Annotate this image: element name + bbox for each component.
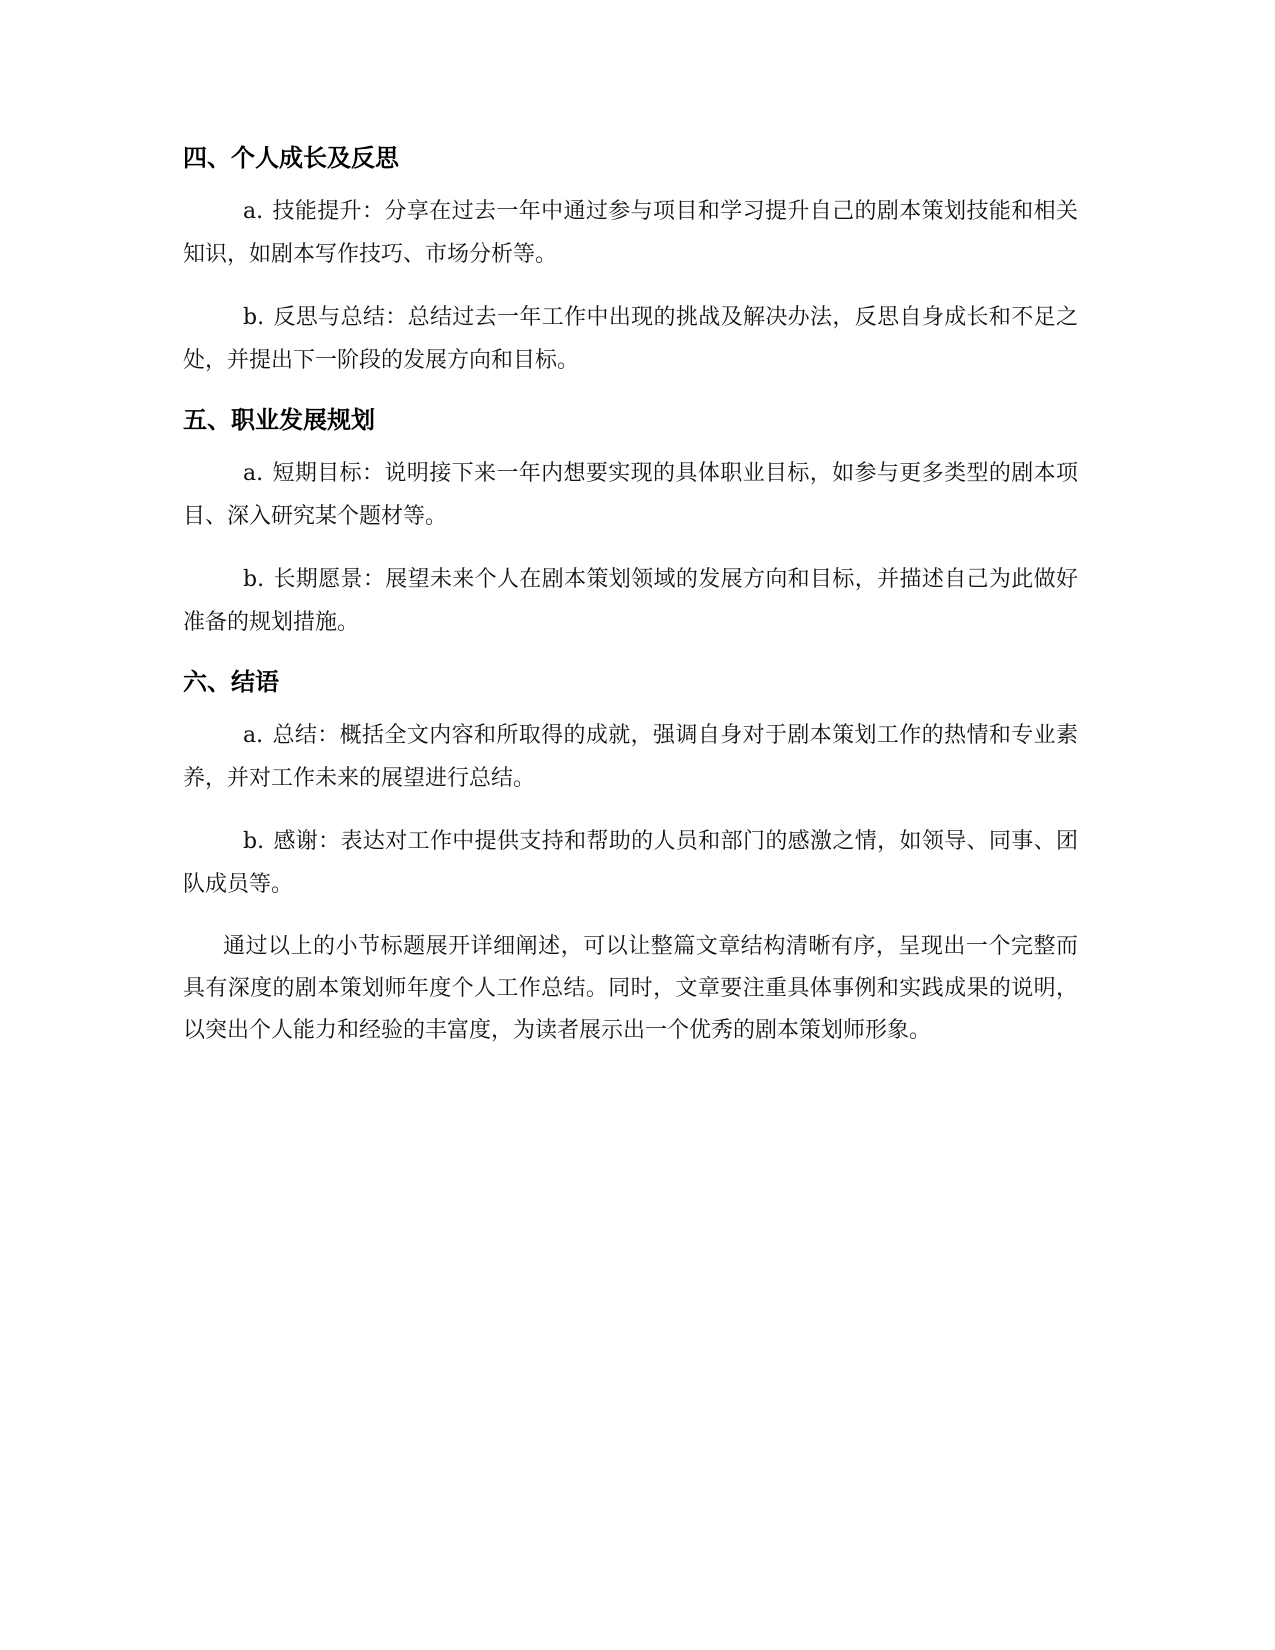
document-body [183, 140, 1078, 1052]
item-marker: a. [243, 461, 264, 486]
list-item [183, 714, 1078, 800]
item-text: 感谢：表达对工作中提供支持和帮助的人员和部门的感激之情，如领导、同事、团队成员等。 [183, 829, 1078, 897]
item-marker: b. [243, 305, 265, 330]
list-item [183, 558, 1078, 644]
section-personal-growth [183, 140, 1078, 382]
item-marker: b. [243, 829, 265, 854]
item-marker: a. [243, 723, 264, 748]
section-career-plan [183, 402, 1078, 644]
section-heading: 四、个人成长及反思 [183, 144, 399, 172]
item-text: 反思与总结：总结过去一年工作中出现的挑战及解决办法，反思自身成长和不足之处，并提出下一阶段的发展方向和目标。 [183, 305, 1078, 373]
list-item [183, 190, 1078, 276]
section-heading: 六、结语 [183, 668, 279, 696]
item-text: 长期愿景：展望未来个人在剧本策划领域的发展方向和目标，并描述自己为此做好准备的规划措施。 [183, 567, 1078, 635]
item-marker: a. [243, 199, 264, 224]
item-text: 短期目标：说明接下来一年内想要实现的具体职业目标，如参与更多类型的剧本项目、深入研究某个题材等。 [183, 461, 1078, 529]
item-text: 总结：概括全文内容和所取得的成就，强调自身对于剧本策划工作的热情和专业素养，并对工作未来的展望进行总结。 [183, 723, 1078, 791]
section-heading: 五、职业发展规划 [183, 406, 375, 434]
item-marker: b. [243, 567, 265, 592]
item-text: 技能提升：分享在过去一年中通过参与项目和学习提升自己的剧本策划技能和相关知识，如剧本写作技巧、市场分析等。 [183, 199, 1078, 267]
list-item [183, 296, 1078, 382]
list-item [183, 820, 1078, 906]
list-item [183, 452, 1078, 538]
section-closing [183, 664, 1078, 906]
conclusion-paragraph: 通过以上的小节标题展开详细阐述，可以让整篇文章结构清晰有序，呈现出一个完整而具有深度的剧本策划师年度个人工作总结。同时，文章要注重具体事例和实践成果的说明，以突出个人能力和经验的丰富度，为读者展示出一个优秀的剧本策划师形象。 [183, 934, 1078, 1043]
